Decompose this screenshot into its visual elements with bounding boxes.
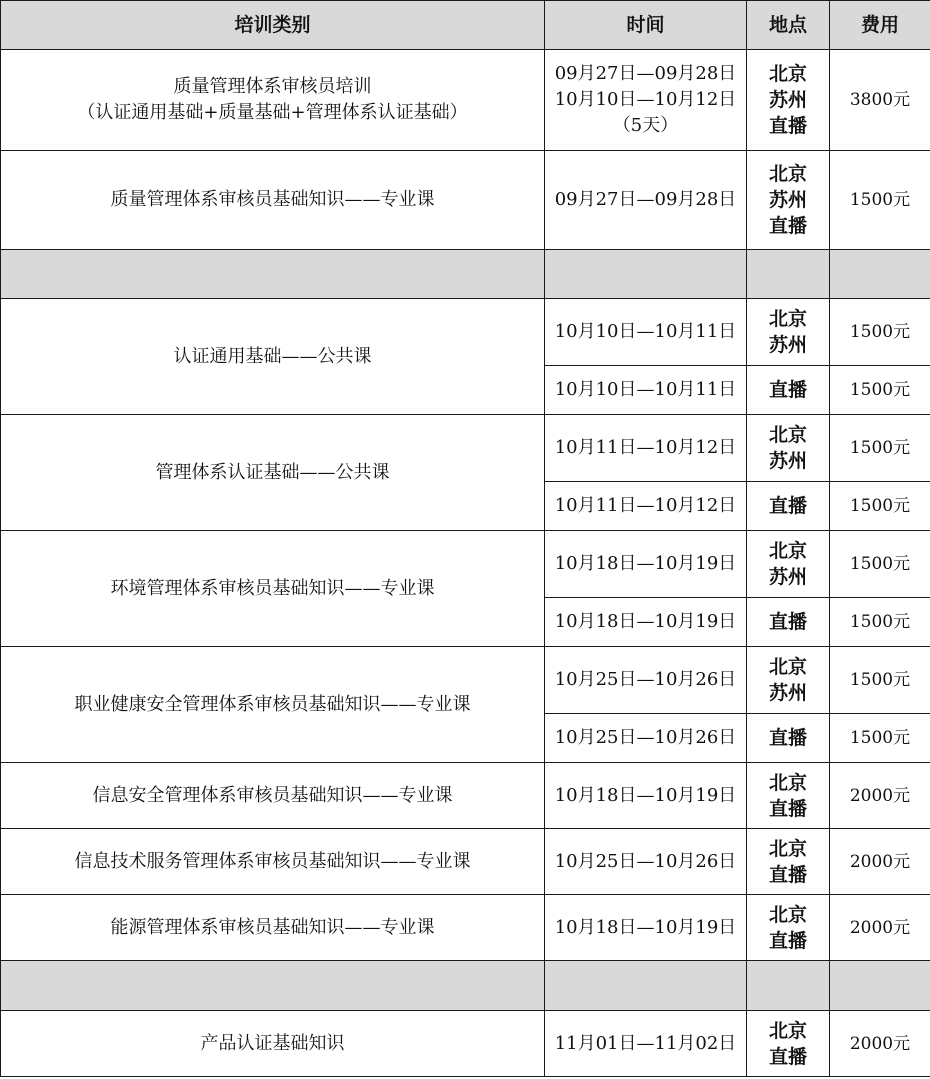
- course-fee: 1500元: [830, 415, 930, 482]
- header-category: 培训类别: [1, 1, 545, 50]
- divider-cell: [747, 250, 830, 299]
- course-place: [747, 151, 830, 250]
- course-fee: 1500元: [830, 647, 930, 714]
- course-subtitle-line: （认证通用基础+质量基础+管理体系认证基础）: [77, 102, 468, 123]
- place-line: 苏州: [768, 334, 807, 356]
- course-name: 认证通用基础——公共课: [1, 299, 545, 415]
- course-fee: 1500元: [830, 598, 930, 647]
- header-row: [1, 1, 930, 50]
- place-line: 直播: [768, 929, 807, 952]
- divider-cell: [1, 250, 545, 299]
- course-fee: 3800元: [830, 50, 930, 151]
- course-title-line: 质量管理体系审核员培训: [173, 76, 372, 97]
- place-line: 直播: [768, 863, 807, 886]
- course-fee: 2000元: [830, 895, 930, 961]
- course-date: 10月18日—10月19日: [545, 763, 747, 829]
- course-date: [545, 50, 747, 151]
- place-line: 苏州: [768, 189, 807, 211]
- course-name: 质量管理体系审核员基础知识——专业课: [1, 151, 545, 250]
- course-fee: 2000元: [830, 763, 930, 829]
- course-fee: 2000元: [830, 1011, 930, 1077]
- table-row: [1, 763, 930, 829]
- place-line: 北京: [768, 1019, 807, 1042]
- course-place: [747, 895, 830, 961]
- course-place: [747, 299, 830, 366]
- duration-note: （5天）: [612, 115, 679, 136]
- course-name: 信息技术服务管理体系审核员基础知识——专业课: [1, 829, 545, 895]
- course-place: [747, 829, 830, 895]
- course-place: [747, 647, 830, 714]
- course-date: 10月11日—10月12日: [545, 415, 747, 482]
- table-row: [1, 531, 930, 598]
- course-place: 直播: [747, 482, 830, 531]
- divider-cell: [830, 250, 930, 299]
- table-row: [1, 1011, 930, 1077]
- course-place: 直播: [747, 598, 830, 647]
- place-line: 直播: [768, 1045, 807, 1068]
- place-line: 北京: [768, 540, 807, 562]
- course-name: 信息安全管理体系审核员基础知识——专业课: [1, 763, 545, 829]
- place-line: 直播: [768, 115, 807, 137]
- table-row: [1, 647, 930, 714]
- course-name: [1, 50, 545, 151]
- course-date: 10月11日—10月12日: [545, 482, 747, 531]
- divider-cell: [1, 961, 545, 1011]
- place-line: 北京: [768, 771, 807, 794]
- course-name: 环境管理体系审核员基础知识——专业课: [1, 531, 545, 647]
- place-line: 北京: [768, 163, 807, 185]
- course-name: 产品认证基础知识: [1, 1011, 545, 1077]
- course-name: 管理体系认证基础——公共课: [1, 415, 545, 531]
- place-line: 北京: [768, 903, 807, 926]
- header-place: 地点: [747, 1, 830, 50]
- place-line: 直播: [768, 797, 807, 820]
- course-date: 10月18日—10月19日: [545, 895, 747, 961]
- course-date: 10月25日—10月26日: [545, 647, 747, 714]
- course-fee: 1500元: [830, 299, 930, 366]
- header-time: 时间: [545, 1, 747, 50]
- divider-cell: [830, 961, 930, 1011]
- course-date: 10月25日—10月26日: [545, 714, 747, 763]
- place-line: 苏州: [768, 682, 807, 704]
- course-place: 直播: [747, 714, 830, 763]
- place-line: 苏州: [768, 450, 807, 472]
- divider-cell: [747, 961, 830, 1011]
- course-name: 职业健康安全管理体系审核员基础知识——专业课: [1, 647, 545, 763]
- table-row: [1, 299, 930, 366]
- course-place: [747, 1011, 830, 1077]
- course-fee: 1500元: [830, 531, 930, 598]
- course-place: [747, 415, 830, 482]
- course-fee: 1500元: [830, 366, 930, 415]
- course-name: 能源管理体系审核员基础知识——专业课: [1, 895, 545, 961]
- course-fee: 1500元: [830, 714, 930, 763]
- date-line: 09月27日—09月28日: [554, 63, 737, 84]
- divider-cell: [545, 250, 747, 299]
- course-date: 10月25日—10月26日: [545, 829, 747, 895]
- section-divider-row: [1, 961, 930, 1011]
- place-line: 北京: [768, 837, 807, 860]
- table-row: [1, 50, 930, 151]
- section-divider-row: [1, 250, 930, 299]
- course-date: 10月18日—10月19日: [545, 598, 747, 647]
- place-line: 直播: [768, 215, 807, 237]
- place-line: 苏州: [768, 89, 807, 111]
- course-date: 11月01日—11月02日: [545, 1011, 747, 1077]
- table-row: [1, 829, 930, 895]
- course-fee: 1500元: [830, 482, 930, 531]
- course-date: 10月10日—10月11日: [545, 299, 747, 366]
- table-row: [1, 415, 930, 482]
- place-line: 北京: [768, 424, 807, 446]
- course-date: 09月27日—09月28日: [545, 151, 747, 250]
- place-line: 北京: [768, 308, 807, 330]
- course-date: 10月18日—10月19日: [545, 531, 747, 598]
- course-place: [747, 50, 830, 151]
- table-row: [1, 895, 930, 961]
- course-place: [747, 531, 830, 598]
- course-date: 10月10日—10月11日: [545, 366, 747, 415]
- course-fee: 2000元: [830, 829, 930, 895]
- divider-cell: [545, 961, 747, 1011]
- course-place: [747, 763, 830, 829]
- date-line: 10月10日—10月12日: [554, 89, 737, 110]
- table-row: [1, 151, 930, 250]
- course-fee: 1500元: [830, 151, 930, 250]
- header-fee: 费用: [830, 1, 930, 50]
- course-place: 直播: [747, 366, 830, 415]
- place-line: 北京: [768, 63, 807, 85]
- place-line: 苏州: [768, 566, 807, 588]
- place-line: 北京: [768, 656, 807, 678]
